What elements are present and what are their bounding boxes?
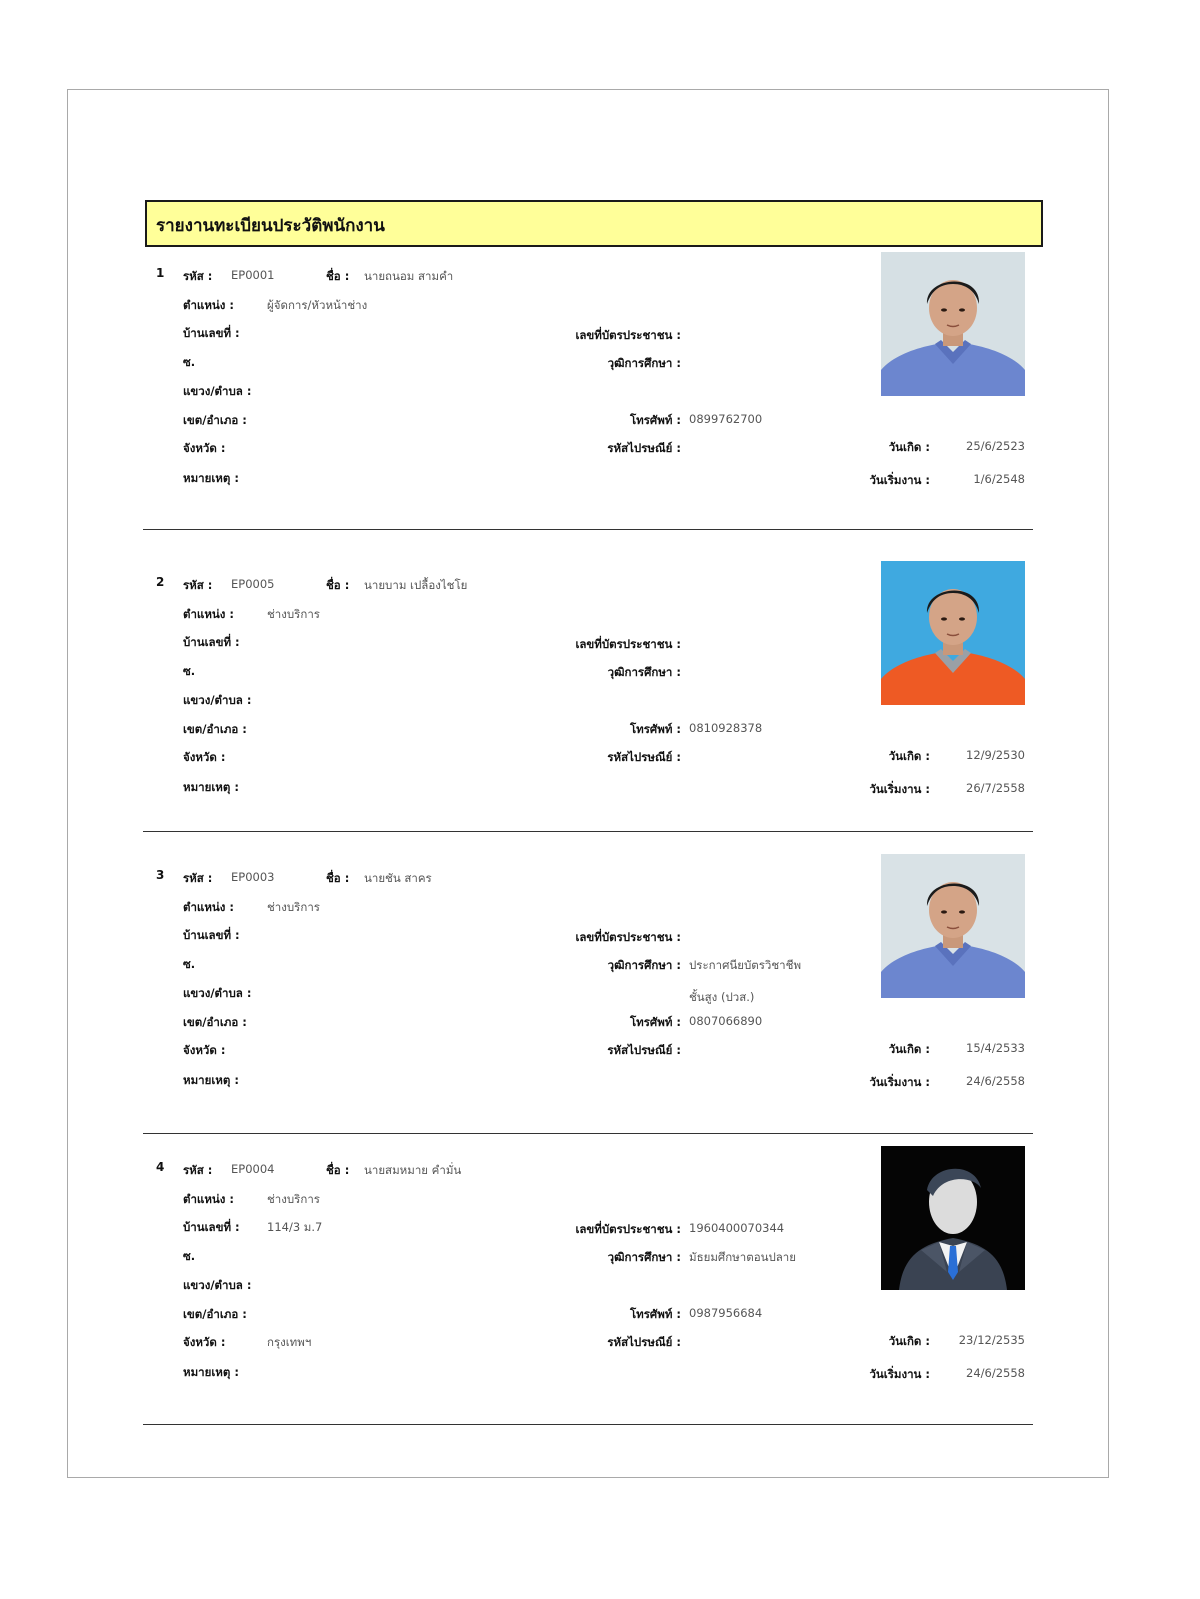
- education-label: วุฒิการศึกษา :: [607, 665, 681, 679]
- employee-photo-image: [881, 854, 1025, 998]
- subdistrict-label: แขวง/ตำบล :: [183, 693, 252, 707]
- record-number: 4: [156, 1160, 165, 1174]
- phone-label: โทรศัพท์ :: [630, 413, 681, 427]
- employee-birth-date: 15/4/2533: [966, 1041, 1025, 1055]
- district-label: เขต/อำเภอ :: [183, 1307, 247, 1321]
- employee-phone: 0807066890: [689, 1014, 763, 1028]
- code-label: รหัส :: [183, 269, 213, 283]
- employee-code: EP0004: [231, 1162, 275, 1176]
- employee-name: นายชัน สาคร: [364, 871, 432, 885]
- code-label: รหัส :: [183, 578, 213, 592]
- employee-code: EP0001: [231, 268, 275, 282]
- soi-label: ซ.: [183, 1249, 196, 1263]
- employee-birth-date: 25/6/2523: [966, 439, 1025, 453]
- employee-code: EP0003: [231, 870, 275, 884]
- remark-label: หมายเหตุ :: [183, 1073, 239, 1087]
- employee-photo: [881, 854, 1025, 998]
- employee-education-line2: ชั้นสูง (ปวส.): [689, 990, 755, 1004]
- district-label: เขต/อำเภอ :: [183, 413, 247, 427]
- id-card-label: เลขที่บัตรประชาชน :: [575, 637, 681, 651]
- position-label: ตำแหน่ง :: [183, 298, 234, 312]
- name-label: ชื่อ :: [326, 1163, 350, 1177]
- employee-start-date: 26/7/2558: [966, 781, 1025, 795]
- record-number: 2: [156, 575, 165, 589]
- employee-record: [140, 854, 1040, 1144]
- employee-position: ช่างบริการ: [267, 1192, 320, 1206]
- house-no-label: บ้านเลขที่ :: [183, 326, 240, 340]
- postcode-label: รหัสไปรษณีย์ :: [607, 750, 681, 764]
- soi-label: ซ.: [183, 664, 196, 678]
- house-no-label: บ้านเลขที่ :: [183, 635, 240, 649]
- record-separator: [143, 1424, 1033, 1425]
- start-date-label: วันเริ่มงาน :: [869, 473, 930, 487]
- record-separator: [143, 529, 1033, 530]
- code-label: รหัส :: [183, 1163, 213, 1177]
- employee-province: กรุงเทพฯ: [267, 1335, 312, 1349]
- birth-date-label: วันเกิด :: [888, 1334, 930, 1348]
- postcode-label: รหัสไปรษณีย์ :: [607, 1043, 681, 1057]
- employee-record: [140, 252, 1040, 542]
- id-card-label: เลขที่บัตรประชาชน :: [575, 328, 681, 342]
- subdistrict-label: แขวง/ตำบล :: [183, 384, 252, 398]
- employee-birth-date: 23/12/2535: [958, 1333, 1025, 1347]
- position-label: ตำแหน่ง :: [183, 1192, 234, 1206]
- name-label: ชื่อ :: [326, 269, 350, 283]
- employee-name: นายสมหมาย คำมั่น: [364, 1163, 462, 1177]
- employee-phone: 0899762700: [689, 412, 763, 426]
- start-date-label: วันเริ่มงาน :: [869, 1367, 930, 1381]
- province-label: จังหวัด :: [183, 1335, 226, 1349]
- province-label: จังหวัด :: [183, 750, 226, 764]
- employee-position: ผู้จัดการ/หัวหน้าช่าง: [267, 298, 368, 312]
- education-label: วุฒิการศึกษา :: [607, 1250, 681, 1264]
- employee-position: ช่างบริการ: [267, 607, 320, 621]
- employee-code: EP0005: [231, 577, 275, 591]
- position-label: ตำแหน่ง :: [183, 900, 234, 914]
- employee-name: นายถนอม สามคำ: [364, 269, 454, 283]
- employee-record: [140, 1146, 1040, 1436]
- postcode-label: รหัสไปรษณีย์ :: [607, 441, 681, 455]
- employee-photo: [881, 1146, 1025, 1290]
- employee-birth-date: 12/9/2530: [966, 748, 1025, 762]
- phone-label: โทรศัพท์ :: [630, 1307, 681, 1321]
- education-label: วุฒิการศึกษา :: [607, 958, 681, 972]
- employee-start-date: 1/6/2548: [973, 472, 1025, 486]
- phone-label: โทรศัพท์ :: [630, 1015, 681, 1029]
- subdistrict-label: แขวง/ตำบล :: [183, 1278, 252, 1292]
- start-date-label: วันเริ่มงาน :: [869, 1075, 930, 1089]
- report-title-box: [145, 200, 1043, 247]
- employee-photo-image: [881, 252, 1025, 396]
- record-number: 3: [156, 868, 165, 882]
- remark-label: หมายเหตุ :: [183, 1365, 239, 1379]
- employee-photo-image: [881, 561, 1025, 705]
- subdistrict-label: แขวง/ตำบล :: [183, 986, 252, 1000]
- employee-id-card: 1960400070344: [689, 1221, 785, 1235]
- employee-education: มัธยมศึกษาตอนปลาย: [689, 1250, 796, 1264]
- employee-phone: 0810928378: [689, 721, 763, 735]
- employee-house-no: 114/3 ม.7: [267, 1220, 323, 1234]
- district-label: เขต/อำเภอ :: [183, 722, 247, 736]
- record-separator: [143, 831, 1033, 832]
- education-label: วุฒิการศึกษา :: [607, 356, 681, 370]
- report-title: รายงานทะเบียนประวัติพนักงาน: [156, 216, 385, 236]
- employee-start-date: 24/6/2558: [966, 1366, 1025, 1380]
- record-separator: [143, 1133, 1033, 1134]
- remark-label: หมายเหตุ :: [183, 471, 239, 485]
- employee-name: นายบาม เปลื้องไชโย: [364, 578, 468, 592]
- province-label: จังหวัด :: [183, 1043, 226, 1057]
- soi-label: ซ.: [183, 957, 196, 971]
- district-label: เขต/อำเภอ :: [183, 1015, 247, 1029]
- position-label: ตำแหน่ง :: [183, 607, 234, 621]
- employee-record: [140, 561, 1040, 851]
- employee-photo: [881, 252, 1025, 396]
- house-no-label: บ้านเลขที่ :: [183, 1220, 240, 1234]
- birth-date-label: วันเกิด :: [888, 440, 930, 454]
- record-number: 1: [156, 266, 165, 280]
- employee-education: ประกาศนียบัตรวิชาชีพ: [689, 958, 802, 972]
- birth-date-label: วันเกิด :: [888, 749, 930, 763]
- birth-date-label: วันเกิด :: [888, 1042, 930, 1056]
- start-date-label: วันเริ่มงาน :: [869, 782, 930, 796]
- province-label: จังหวัด :: [183, 441, 226, 455]
- employee-position: ช่างบริการ: [267, 900, 320, 914]
- remark-label: หมายเหตุ :: [183, 780, 239, 794]
- employee-phone: 0987956684: [689, 1306, 763, 1320]
- soi-label: ซ.: [183, 355, 196, 369]
- postcode-label: รหัสไปรษณีย์ :: [607, 1335, 681, 1349]
- phone-label: โทรศัพท์ :: [630, 722, 681, 736]
- name-label: ชื่อ :: [326, 578, 350, 592]
- employee-photo: [881, 561, 1025, 705]
- id-card-label: เลขที่บัตรประชาชน :: [575, 930, 681, 944]
- code-label: รหัส :: [183, 871, 213, 885]
- employee-start-date: 24/6/2558: [966, 1074, 1025, 1088]
- avatar-placeholder-image: [881, 1146, 1025, 1290]
- name-label: ชื่อ :: [326, 871, 350, 885]
- house-no-label: บ้านเลขที่ :: [183, 928, 240, 942]
- id-card-label: เลขที่บัตรประชาชน :: [575, 1222, 681, 1236]
